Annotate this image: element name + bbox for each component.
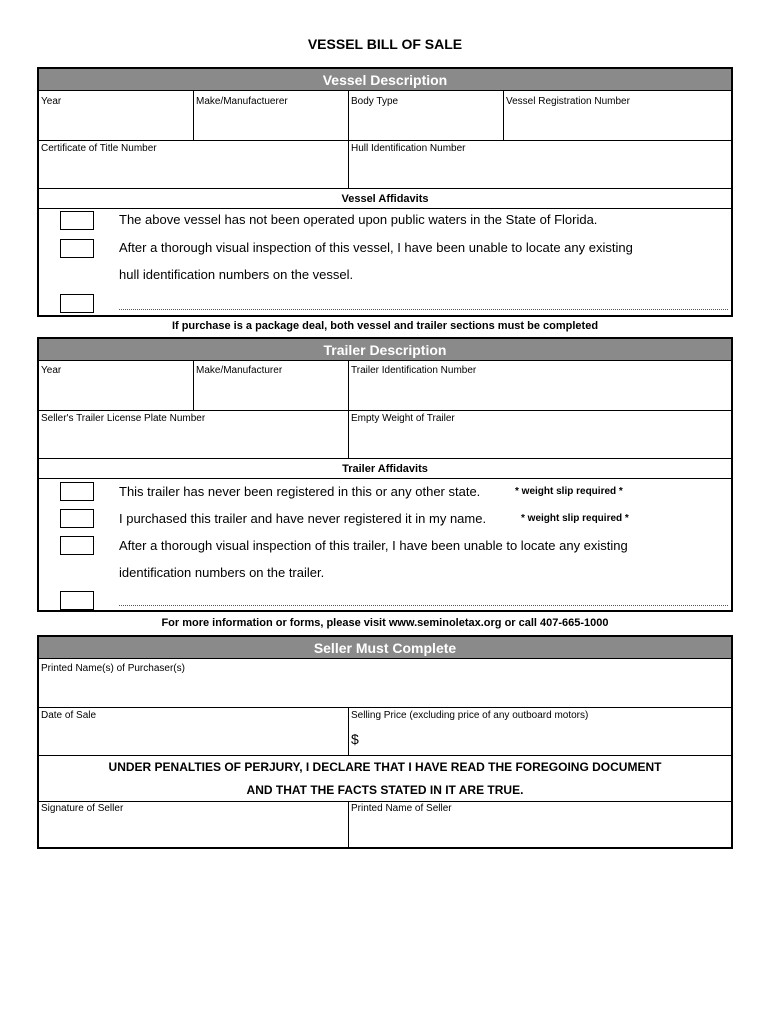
vessel-affidavit-other-line[interactable] [119,309,728,310]
vessel-body-type-field[interactable]: Body Type [351,96,399,107]
vessel-registration-field[interactable]: Vessel Registration Number [506,96,630,107]
purchaser-name-field[interactable]: Printed Name(s) of Purchaser(s) [41,663,185,674]
vessel-affidavit-2-text-line2: hull identification numbers on the vessel. [119,267,354,282]
page-title: VESSEL BILL OF SALE [307,36,463,52]
trailer-plate-field[interactable]: Seller's Trailer License Plate Number [41,413,206,424]
selling-price-field[interactable]: Selling Price (excluding price of any outboard motors) [351,710,589,721]
seller-printed-name-field[interactable]: Printed Name of Seller [351,803,452,814]
vessel-affidavit-2-checkbox[interactable] [60,239,94,258]
hull-id-field[interactable]: Hull Identification Number [351,143,466,154]
trailer-affidavit-1-note: * weight slip required * [515,486,623,497]
trailer-affidavit-other-checkbox[interactable] [60,591,94,610]
trailer-section [37,337,733,612]
trailer-id-field[interactable]: Trailer Identification Number [351,365,477,376]
vessel-affidavit-other-checkbox[interactable] [60,294,94,313]
trailer-make-field[interactable]: Make/Manufacturer [196,365,283,376]
trailer-affidavit-other-line[interactable] [119,605,728,606]
vessel-affidavit-1-checkbox[interactable] [60,211,94,230]
trailer-year-field[interactable]: Year [41,365,62,376]
seller-header: Seller Must Complete [39,637,731,659]
vessel-make-field[interactable]: Make/Manufactuerer [196,96,288,107]
perjury-statement-line1: UNDER PENALTIES OF PERJURY, I DECLARE THAT I HAVE READ THE FOREGOING DOCUMENT [108,760,662,774]
vessel-affidavit-1-text: The above vessel has not been operated upon public waters in the State of Florida. [119,212,598,227]
trailer-affidavit-2-text: I purchased this trailer and have never registered it in my name. [119,511,487,526]
vessel-year-field[interactable]: Year [41,96,62,107]
trailer-affidavit-1-checkbox[interactable] [60,482,94,501]
info-note: For more information or forms, please visit www.seminoletax.org or call 407-665-1000 [161,617,609,629]
date-of-sale-field[interactable]: Date of Sale [41,710,97,721]
dollar-sign: $ [351,731,359,747]
vessel-section [37,67,733,317]
trailer-affidavit-3-checkbox[interactable] [60,536,94,555]
vessel-affidavit-2-text-line1: After a thorough visual inspection of this vessel, I have been unable to locate any existing [119,240,633,255]
vessel-affidavits-title: Vessel Affidavits [341,193,429,205]
trailer-weight-field[interactable]: Empty Weight of Trailer [351,413,455,424]
trailer-affidavits-title: Trailer Affidavits [342,463,428,475]
title-number-field[interactable]: Certificate of Title Number [41,143,157,154]
trailer-affidavit-1-text: This trailer has never been registered in this or any other state. [119,484,481,499]
perjury-statement-line2: AND THAT THE FACTS STATED IN IT ARE TRUE. [246,783,524,797]
seller-signature-field[interactable]: Signature of Seller [41,803,124,814]
trailer-affidavit-2-checkbox[interactable] [60,509,94,528]
trailer-affidavit-3-text-line2: identification numbers on the trailer. [119,565,325,580]
trailer-affidavit-2-note: * weight slip required * [521,513,629,524]
package-deal-note: If purchase is a package deal, both vessel and trailer sections must be completed [171,320,599,332]
trailer-header: Trailer Description [39,339,731,361]
vessel-header: Vessel Description [39,69,731,91]
seller-section [37,635,733,849]
trailer-affidavit-3-text-line1: After a thorough visual inspection of this trailer, I have been unable to locate any existing [119,538,628,553]
